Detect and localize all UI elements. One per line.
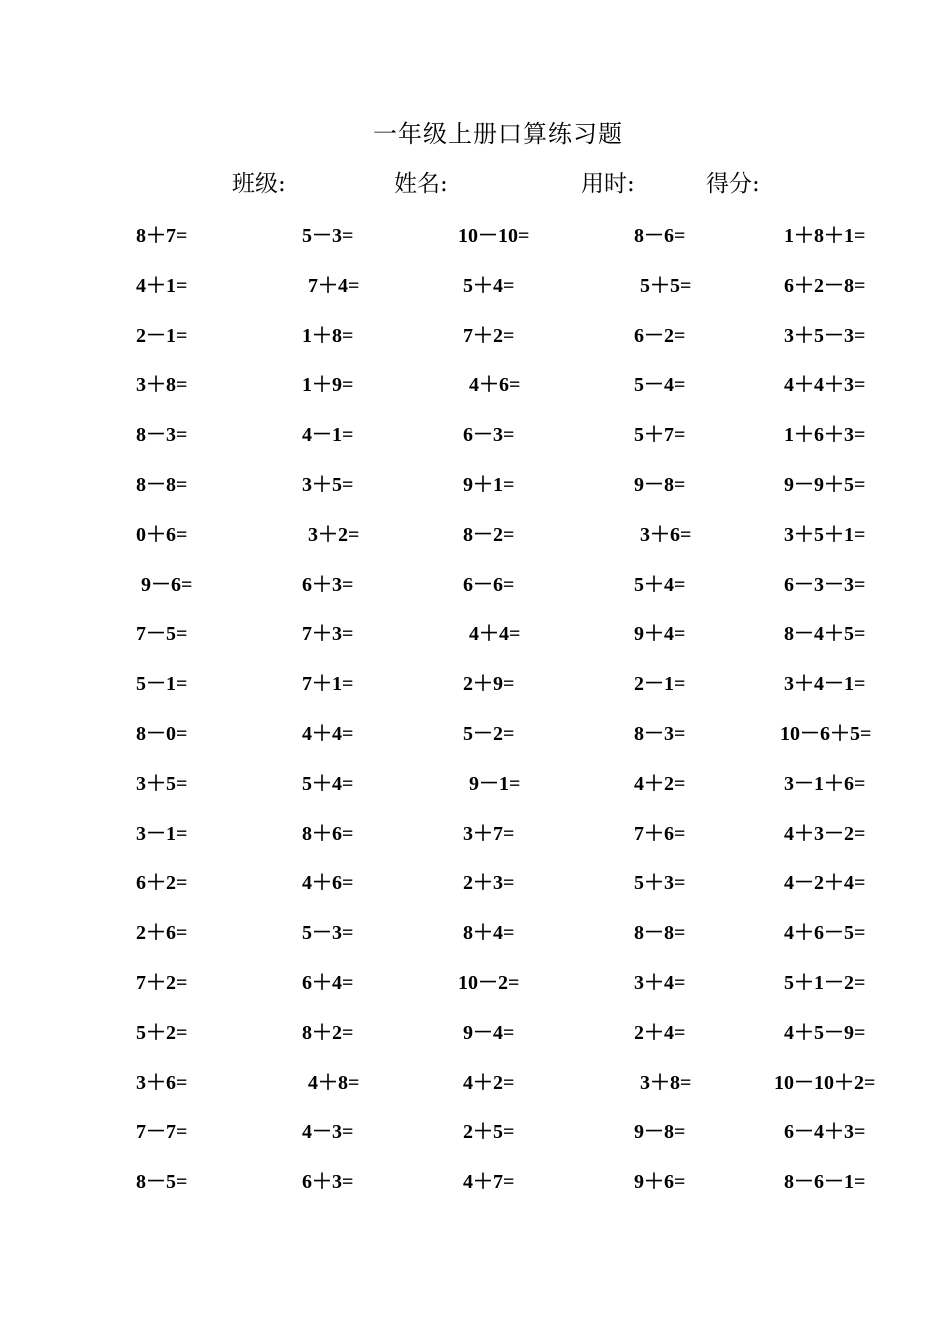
- arithmetic-problem: 3＋5=: [302, 473, 354, 496]
- arithmetic-problem: 4＋4=: [302, 722, 354, 745]
- arithmetic-problem: 10－2=: [458, 971, 520, 994]
- arithmetic-problem: 5－2=: [463, 722, 515, 745]
- page-title: 一年级上册口算练习题: [373, 120, 623, 148]
- arithmetic-problem: 10－10＋2=: [774, 1071, 876, 1094]
- arithmetic-problem: 2－1=: [634, 673, 686, 696]
- arithmetic-problem: 8＋6=: [302, 822, 354, 845]
- arithmetic-problem: 6－3=: [463, 424, 515, 447]
- name-label: 姓名:: [394, 171, 448, 197]
- arithmetic-problem: 7＋4=: [308, 274, 360, 297]
- arithmetic-problem: 8－5=: [136, 1171, 188, 1194]
- arithmetic-problem: 8－3=: [136, 424, 188, 447]
- arithmetic-problem: 4－3=: [302, 1121, 354, 1144]
- arithmetic-problem: 8－3=: [634, 722, 686, 745]
- arithmetic-problem: 8＋2=: [302, 1021, 354, 1044]
- arithmetic-problem: 7＋2=: [136, 971, 188, 994]
- arithmetic-problem: 5＋4=: [463, 274, 515, 297]
- arithmetic-problem: 4－2＋4=: [784, 872, 866, 895]
- class-label: 班级:: [232, 171, 286, 197]
- arithmetic-problem: 6＋3=: [302, 573, 354, 596]
- arithmetic-problem: 4＋5－9=: [784, 1021, 866, 1044]
- arithmetic-problem: 8－6=: [634, 225, 686, 247]
- arithmetic-problem: 3＋5＋1=: [784, 523, 866, 546]
- arithmetic-problem: 6－4＋3=: [784, 1121, 866, 1144]
- arithmetic-problem: 6＋3=: [302, 1171, 354, 1194]
- arithmetic-problem: 7＋1=: [302, 673, 354, 696]
- arithmetic-problem: 9＋6=: [634, 1171, 686, 1194]
- arithmetic-problem: 9－8=: [634, 1121, 686, 1144]
- arithmetic-problem: 9＋1=: [463, 473, 515, 496]
- arithmetic-problem: 0＋6=: [136, 523, 188, 546]
- arithmetic-problem: 5＋4=: [634, 573, 686, 596]
- arithmetic-problem: 9－9＋5=: [784, 473, 866, 496]
- problem-row: [0, 1116, 950, 1166]
- arithmetic-problem: 6－2=: [634, 324, 686, 347]
- arithmetic-problem: 8－6－1=: [784, 1171, 866, 1194]
- arithmetic-problem: 5＋7=: [634, 424, 686, 447]
- problem-row: [0, 270, 950, 320]
- arithmetic-problem: 4＋4=: [469, 623, 521, 646]
- arithmetic-problem: 2－1=: [136, 324, 188, 347]
- problem-row: [0, 220, 950, 270]
- arithmetic-problem: 1＋6＋3=: [784, 424, 866, 447]
- arithmetic-problem: 7－7=: [136, 1121, 188, 1144]
- arithmetic-problem: 8－0=: [136, 722, 188, 745]
- problem-row: [0, 1166, 950, 1216]
- arithmetic-problem: 3＋4－1=: [784, 673, 866, 696]
- problem-row: [0, 369, 950, 419]
- arithmetic-problem: 6－6=: [463, 573, 515, 596]
- arithmetic-problem: 4＋3－2=: [784, 822, 866, 845]
- problem-row: [0, 569, 950, 619]
- problem-row: [0, 419, 950, 469]
- problem-grid: [0, 220, 950, 1216]
- arithmetic-problem: 5＋4=: [302, 772, 354, 795]
- arithmetic-problem: 3＋5－3=: [784, 324, 866, 347]
- arithmetic-problem: 7＋6=: [634, 822, 686, 845]
- score-label: 得分:: [706, 171, 760, 197]
- arithmetic-problem: 1＋9=: [302, 374, 354, 397]
- arithmetic-problem: 5＋3=: [634, 872, 686, 895]
- arithmetic-problem: 2＋4=: [634, 1021, 686, 1044]
- arithmetic-problem: 4－1=: [302, 424, 354, 447]
- arithmetic-problem: 5＋2=: [136, 1021, 188, 1044]
- arithmetic-problem: 2＋5=: [463, 1121, 515, 1144]
- arithmetic-problem: 8＋7=: [136, 225, 188, 247]
- arithmetic-problem: 4＋1=: [136, 274, 188, 297]
- arithmetic-problem: 8－2=: [463, 523, 515, 546]
- arithmetic-problem: 8－8=: [136, 473, 188, 496]
- problem-row: [0, 768, 950, 818]
- arithmetic-problem: 4＋6=: [469, 374, 521, 397]
- arithmetic-problem: 7＋3=: [302, 623, 354, 646]
- arithmetic-problem: 4＋7=: [463, 1171, 515, 1194]
- arithmetic-problem: 5－3=: [302, 922, 354, 945]
- arithmetic-problem: 6＋2=: [136, 872, 188, 895]
- problem-row: [0, 718, 950, 768]
- arithmetic-problem: 3－1=: [136, 822, 188, 845]
- arithmetic-problem: 10－10=: [458, 225, 530, 247]
- arithmetic-problem: 6＋2－8=: [784, 274, 866, 297]
- arithmetic-problem: 9－4=: [463, 1021, 515, 1044]
- arithmetic-problem: 3＋4=: [634, 971, 686, 994]
- arithmetic-problem: 5－4=: [634, 374, 686, 397]
- arithmetic-problem: 2＋3=: [463, 872, 515, 895]
- arithmetic-problem: 3－1＋6=: [784, 772, 866, 795]
- arithmetic-problem: 1＋8=: [302, 324, 354, 347]
- arithmetic-problem: 6－3－3=: [784, 573, 866, 596]
- arithmetic-problem: 8＋4=: [463, 922, 515, 945]
- problem-row: [0, 867, 950, 917]
- arithmetic-problem: 4＋6=: [302, 872, 354, 895]
- arithmetic-problem: 3＋7=: [463, 822, 515, 845]
- arithmetic-problem: 9－8=: [634, 473, 686, 496]
- arithmetic-problem: 6＋4=: [302, 971, 354, 994]
- arithmetic-problem: 4＋2=: [463, 1071, 515, 1094]
- problem-row: [0, 818, 950, 868]
- problem-row: [0, 917, 950, 967]
- arithmetic-problem: 7＋2=: [463, 324, 515, 347]
- arithmetic-problem: 3＋6=: [136, 1071, 188, 1094]
- problem-row: [0, 1017, 950, 1067]
- arithmetic-problem: 3＋6=: [640, 523, 692, 546]
- arithmetic-problem: 3＋5=: [136, 772, 188, 795]
- problem-row: [0, 320, 950, 370]
- arithmetic-problem: 5－3=: [302, 225, 354, 247]
- time-label: 用时:: [581, 171, 635, 197]
- arithmetic-problem: 9＋4=: [634, 623, 686, 646]
- arithmetic-problem: 5－1=: [136, 673, 188, 696]
- arithmetic-problem: 4＋8=: [308, 1071, 360, 1094]
- problem-row: [0, 519, 950, 569]
- problem-row: [0, 668, 950, 718]
- problem-row: [0, 1067, 950, 1117]
- arithmetic-problem: 4＋6－5=: [784, 922, 866, 945]
- arithmetic-problem: 10－6＋5=: [780, 722, 872, 745]
- problem-row: [0, 469, 950, 519]
- arithmetic-problem: 9－6=: [141, 573, 193, 596]
- arithmetic-problem: 2＋9=: [463, 673, 515, 696]
- arithmetic-problem: 3＋8=: [640, 1071, 692, 1094]
- arithmetic-problem: 8－4＋5=: [784, 623, 866, 646]
- arithmetic-problem: 4＋2=: [634, 772, 686, 795]
- problem-row: [0, 967, 950, 1017]
- arithmetic-problem: 2＋6=: [136, 922, 188, 945]
- arithmetic-problem: 3＋2=: [308, 523, 360, 546]
- problem-row: [0, 618, 950, 668]
- arithmetic-problem: 7－5=: [136, 623, 188, 646]
- arithmetic-problem: 1＋8＋1=: [784, 225, 866, 247]
- arithmetic-problem: 5＋1－2=: [784, 971, 866, 994]
- arithmetic-problem: 9－1=: [469, 772, 521, 795]
- arithmetic-problem: 5＋5=: [640, 274, 692, 297]
- arithmetic-problem: 3＋8=: [136, 374, 188, 397]
- arithmetic-problem: 4＋4＋3=: [784, 374, 866, 397]
- arithmetic-problem: 8－8=: [634, 922, 686, 945]
